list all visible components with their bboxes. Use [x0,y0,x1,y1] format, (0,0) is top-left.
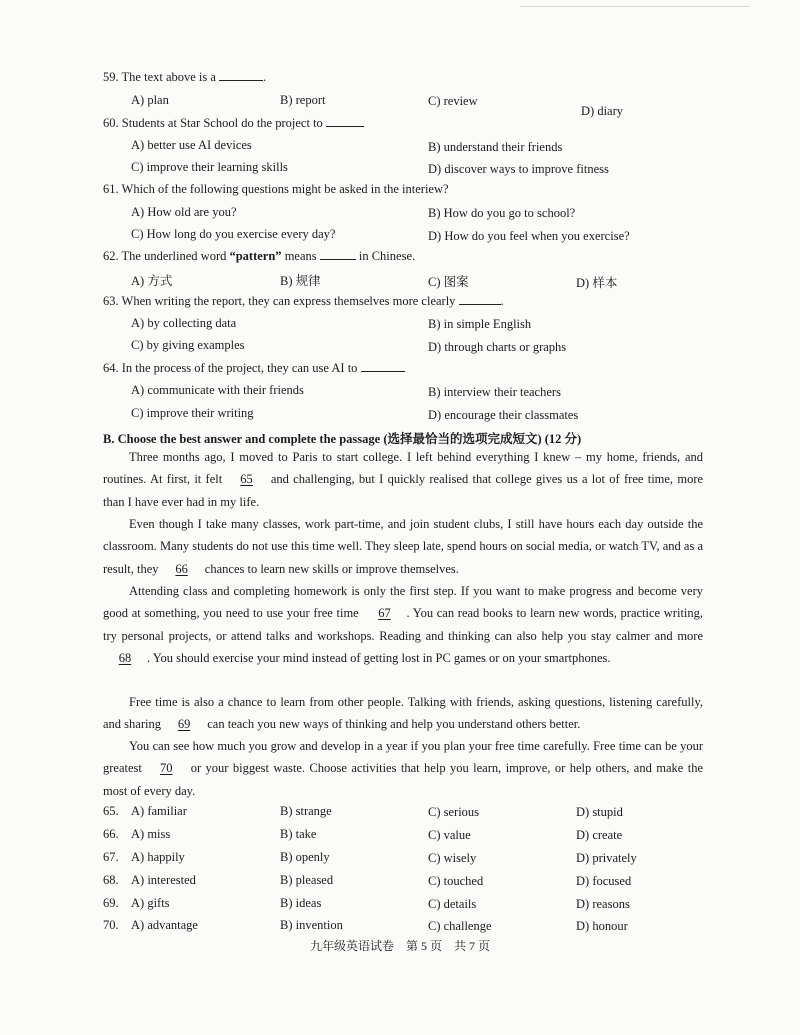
option-a: A) gifts [131,896,170,910]
question-63: 63. When writing the report, they can express themselves more clearly . [103,294,504,308]
key-word: “pattern” [229,249,282,263]
passage-paragraph-5: You can see how much you grow and develop in a year if you plan your free time carefully. Free time can be your greatest 70 or your biggest waste. Choose activities that help you learn, improve, or help others, and make the most of every day. [103,739,704,798]
option-a: A) interested [131,873,196,887]
passage-paragraph-3: Attending class and completing homework is only the first step. If you want to make progress and become very good at something, you need to use your free time 67 . You can read books to learn new words, practice writing, try personal projects, or attend talks and workshops. Reading and thinking can also help you stay calmer and more 68 . You should exercise your mind instead of getting lost in PC games or on your smartphones. [103,580,703,670]
question-64: 64. In the process of the project, they can use AI to [103,361,405,376]
cloze-row-68: 68. [103,873,119,887]
option-b: B) ideas [280,896,322,910]
option-d: D) honour [576,919,628,933]
blank-68: 68 [118,651,132,666]
option-c: C) review [428,94,478,108]
option-a: A) better use AI devices [131,138,252,152]
option-d: D) encourage their classmates [428,408,579,422]
question-60: 60. Students at Star School do the project to [103,116,364,131]
option-d: D) 样本 [576,276,618,290]
option-b: B) interview their teachers [428,385,561,399]
option-c: C) touched [428,874,484,888]
option-a: A) plan [131,93,169,107]
cloze-row-66: 66. [103,827,119,841]
answer-blank [459,294,501,305]
option-d: D) focused [576,874,632,888]
option-b: B) take [280,827,317,841]
question-number: 59. [103,70,119,84]
option-a: A) by collecting data [131,316,237,330]
option-c: C) improve their learning skills [131,160,288,174]
option-b: B) invention [280,918,343,932]
option-d: D) create [576,828,623,842]
cloze-row-65: 65. [103,804,119,818]
question-stem: The text above is a [121,70,216,84]
option-b: B) How do you go to school? [428,206,576,220]
option-b: B) 规律 [280,274,321,288]
option-d: D) How do you feel when you exercise? [428,229,630,243]
option-c: C) serious [428,805,480,819]
option-a: A) How old are you? [131,205,237,219]
question-59: 59. The text above is a . [103,70,267,84]
option-d: D) reasons [576,897,630,911]
option-d: D) diary [581,104,623,118]
option-a: A) miss [131,827,171,841]
answer-blank [326,116,364,127]
option-c: C) How long do you exercise every day? [131,227,336,241]
page-footer: 九年级英语试卷 第 5 页 共 7 页 [309,939,490,953]
question-62: 62. The underlined word “pattern” means in Chinese. [103,249,416,263]
blank-69: 69 [177,717,191,732]
cloze-row-69: 69. [103,896,119,910]
blank-67: 67 [378,606,391,621]
option-d: D) discover ways to improve fitness [428,162,609,176]
option-d: D) stupid [576,805,623,819]
option-a: A) communicate with their friends [131,383,304,397]
passage-paragraph-1: Three months ago, I moved to Paris to start college. I left behind everything I knew – my home, friends, and routines. At first, it felt 65 and challenging, but I quickly realised that college gives us a lot of free time, more than I have ever had in my life. [103,450,704,509]
option-a: A) advantage [131,918,198,932]
option-a: A) 方式 [131,274,173,288]
option-b: B) strange [280,804,332,818]
blank-66: 66 [175,561,188,576]
cloze-row-70: 70. [103,918,119,932]
question-stem: In the process of the project, they can use AI to [121,361,358,375]
option-a: A) familiar [131,804,187,818]
answer-blank [219,70,263,81]
blank-65: 65 [240,472,253,487]
option-a: A) happily [131,850,185,864]
question-stem: When writing the report, they can express themselves more clearly [121,294,456,308]
option-b: B) openly [280,850,330,864]
option-c: C) 图案 [428,275,469,289]
option-c: C) details [428,897,477,911]
option-c: C) improve their writing [131,406,254,420]
option-c: C) wisely [428,851,477,865]
option-c: C) value [428,828,471,842]
answer-blank [320,249,356,260]
blank-70: 70 [160,761,173,776]
answer-blank [361,361,405,372]
option-c: C) challenge [428,919,492,933]
passage-paragraph-4: Free time is also a chance to learn from other people. Talking with friends, asking questions, listening carefully, and sharing 69 can teach you new ways of thinking and help you understand others better. [103,691,703,736]
section-heading: B. Choose the best answer and complete the passage (选择最恰当的选项完成短文) (12 分) [103,432,582,446]
option-b: B) in simple English [428,317,532,331]
question-stem: Students at Star School do the project to [121,116,323,130]
option-d: D) through charts or graphs [428,340,567,354]
option-b: B) pleased [280,873,334,887]
passage-paragraph-2: Even though I take many classes, work part-time, and join student clubs, I still have hours each day outside the classroom. Many students do not use this time well. They sleep late, spend hours on social media, or watch TV, and as a result, they 66 chances to learn new skills or improve themselves. [103,513,703,580]
option-b: B) report [280,93,326,107]
cloze-row-67: 67. [103,850,119,864]
question-stem: Which of the following questions might be asked in the interiew? [121,182,449,196]
question-61: 61. Which of the following questions might be asked in the interiew? [103,182,449,196]
option-c: C) by giving examples [131,338,245,352]
option-b: B) understand their friends [428,140,563,154]
option-d: D) privately [576,851,637,865]
